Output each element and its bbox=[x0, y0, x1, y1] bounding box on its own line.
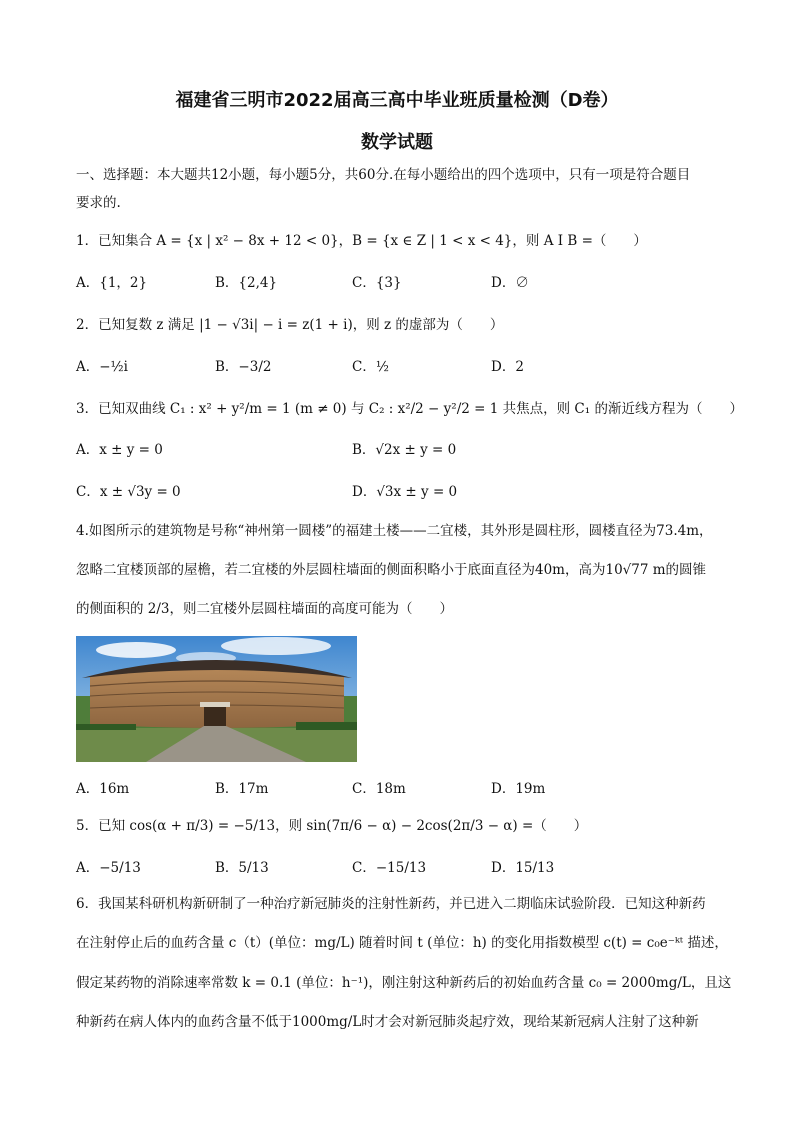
exam-title: 福建省三明市2022届高三高中毕业班质量检测（D卷） bbox=[175, 90, 619, 111]
q2-option-b: B．−3/2 bbox=[215, 359, 272, 375]
q1-option-b: B．{2,4} bbox=[215, 275, 278, 291]
q4-option-b: B．17m bbox=[215, 781, 269, 797]
q1-option-a: A．{1，2} bbox=[76, 275, 148, 291]
q4-option-c: C．18m bbox=[352, 781, 406, 797]
q1-stem: 1．已知集合 A = {x | x² − 8x + 12 < 0}，B = {x ∈ Z | 1 < x < 4}，则 A I B =（ ） bbox=[76, 233, 647, 249]
q5-option-c: C．−15/13 bbox=[352, 860, 427, 876]
q5-option-d: D．15/13 bbox=[491, 860, 555, 876]
section-intro-line-1: 一、选择题：本大题共12小题，每小题5分，共60分.在每小题给出的四个选项中，只有一项是符合题目 bbox=[76, 167, 691, 183]
q6-stem-line-3: 假定某药物的消除速率常数 k = 0.1 (单位：h⁻¹)，刚注射这种新药后的初始血药含量 c₀ = 2000mg/L，且这 bbox=[76, 975, 732, 991]
exam-subtitle: 数学试题 bbox=[361, 132, 433, 153]
q2-option-d: D．2 bbox=[491, 359, 524, 375]
q1-option-c: C．{3} bbox=[352, 275, 402, 291]
q5-option-b: B．5/13 bbox=[215, 860, 269, 876]
q5-stem: 5．已知 cos(α + π/3) = −5/13，则 sin(7π/6 − α) − 2cos(2π/3 − α) =（ ） bbox=[76, 818, 588, 834]
q4-stem-line-2: 忽略二宜楼顶部的屋檐，若二宜楼的外层圆柱墙面的侧面积略小于底面直径为40m，高为10√77 m的圆锥 bbox=[76, 562, 707, 578]
q6-stem-line-2: 在注射停止后的血药含量 c（t）(单位：mg/L) 随着时间 t (单位：h) 的变化用指数模型 c(t) = c₀e⁻ᵏᵗ 描述， bbox=[76, 935, 728, 951]
q3-option-a: A．x ± y = 0 bbox=[76, 442, 163, 458]
q4-option-a: A．16m bbox=[76, 781, 130, 797]
q3-option-b: B．√2x ± y = 0 bbox=[352, 442, 457, 458]
q4-stem-line-3: 的侧面积的 2/3，则二宜楼外层圆柱墙面的高度可能为（ ） bbox=[76, 601, 454, 617]
q1-option-d: D．∅ bbox=[491, 275, 529, 291]
q6-stem-line-4: 种新药在病人体内的血药含量不低于1000mg/L时才会对新冠肺炎起疗效，现给某新冠病人注射了这种新 bbox=[76, 1014, 699, 1030]
q4-stem-line-1: 4.如图所示的建筑物是号称“神州第一圆楼”的福建土楼——二宜楼，其外形是圆柱形，圆楼直径为73.4m， bbox=[76, 523, 713, 539]
tulou-building-photo bbox=[76, 636, 357, 762]
q3-stem: 3．已知双曲线 C₁ : x² + y²/m = 1 (m ≠ 0) 与 C₂ : x²/2 − y²/2 = 1 共焦点，则 C₁ 的渐近线方程为（ ） bbox=[76, 401, 743, 417]
q3-option-d: D．√3x ± y = 0 bbox=[352, 484, 458, 500]
q2-stem: 2．已知复数 z 满足 |1 − √3i| − i = z(1 + i)，则 z 的虚部为（ ） bbox=[76, 317, 504, 333]
q2-option-c: C．½ bbox=[352, 359, 389, 375]
section-intro-line-2: 要求的. bbox=[76, 195, 121, 211]
q5-option-a: A．−5/13 bbox=[76, 860, 141, 876]
q4-option-d: D．19m bbox=[491, 781, 546, 797]
q2-option-a: A．−½i bbox=[76, 359, 128, 375]
q6-stem-line-1: 6．我国某科研机构新研制了一种治疗新冠肺炎的注射性新药，并已进入二期临床试验阶段．已知这种新药 bbox=[76, 896, 706, 912]
q3-option-c: C．x ± √3y = 0 bbox=[76, 484, 181, 500]
